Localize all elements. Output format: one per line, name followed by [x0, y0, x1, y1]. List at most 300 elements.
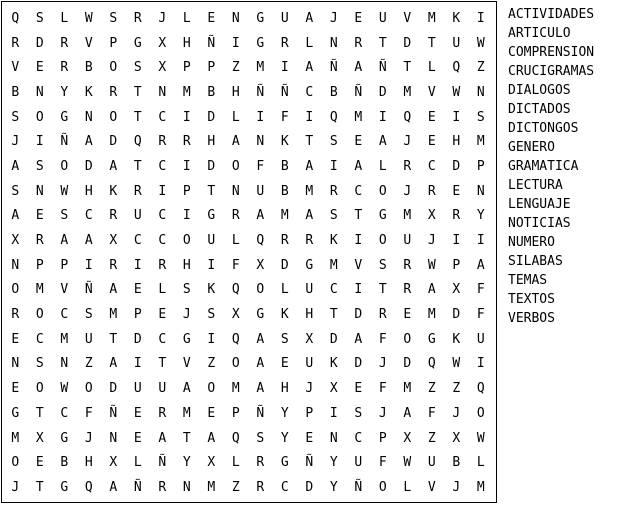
grid-cell[interactable]: F — [280, 109, 289, 125]
grid-cell[interactable]: K — [452, 331, 461, 347]
grid-cell[interactable]: L — [60, 10, 69, 26]
grid-cell[interactable]: W — [452, 356, 461, 372]
grid-cell[interactable]: J — [378, 356, 387, 372]
grid-cell[interactable]: G — [133, 35, 142, 51]
grid-cell[interactable]: A — [256, 356, 265, 372]
grid-cell[interactable]: C — [60, 405, 69, 421]
grid-cell[interactable]: U — [403, 233, 412, 249]
grid-cell[interactable]: Q — [11, 10, 20, 26]
grid-cell[interactable]: S — [378, 257, 387, 273]
grid-cell[interactable]: R — [35, 233, 44, 249]
grid-cell[interactable]: M — [182, 84, 191, 100]
grid-cell[interactable]: H — [207, 134, 216, 150]
grid-cell[interactable]: I — [452, 233, 461, 249]
grid-cell[interactable]: Ñ — [329, 60, 338, 76]
grid-cell[interactable]: E — [305, 430, 314, 446]
grid-cell[interactable]: T — [378, 35, 387, 51]
grid-cell[interactable]: C — [35, 331, 44, 347]
grid-cell[interactable]: S — [133, 60, 142, 76]
grid-cell[interactable]: Z — [452, 381, 461, 397]
grid-cell[interactable]: P — [60, 257, 69, 273]
grid-cell[interactable]: Q — [403, 109, 412, 125]
grid-cell[interactable]: S — [11, 183, 20, 199]
grid-cell[interactable]: O — [378, 479, 387, 495]
grid-cell[interactable]: J — [452, 479, 461, 495]
grid-cell[interactable]: O — [60, 158, 69, 174]
grid-cell[interactable]: A — [403, 405, 412, 421]
grid-cell[interactable]: G — [256, 307, 265, 323]
grid-cell[interactable]: T — [354, 208, 363, 224]
grid-cell[interactable]: H — [182, 257, 191, 273]
grid-cell[interactable]: I — [182, 208, 191, 224]
grid-cell[interactable]: S — [329, 134, 338, 150]
grid-cell[interactable]: U — [256, 183, 265, 199]
grid-cell[interactable]: A — [378, 134, 387, 150]
grid-cell[interactable]: G — [60, 430, 69, 446]
grid-cell[interactable]: D — [207, 158, 216, 174]
grid-cell[interactable]: O — [109, 109, 118, 125]
grid-cell[interactable]: X — [256, 257, 265, 273]
grid-cell[interactable]: M — [60, 331, 69, 347]
grid-cell[interactable]: Q — [231, 331, 240, 347]
grid-cell[interactable]: U — [427, 455, 436, 471]
grid-cell[interactable]: R — [427, 183, 436, 199]
grid-cell[interactable]: D — [403, 35, 412, 51]
grid-cell[interactable]: R — [158, 405, 167, 421]
grid-cell[interactable]: K — [280, 134, 289, 150]
grid-cell[interactable]: F — [378, 455, 387, 471]
grid-cell[interactable]: N — [182, 479, 191, 495]
grid-cell[interactable]: I — [476, 233, 485, 249]
grid-cell[interactable]: M — [427, 307, 436, 323]
grid-cell[interactable]: N — [60, 356, 69, 372]
grid-cell[interactable]: N — [476, 84, 485, 100]
grid-cell[interactable]: V — [403, 10, 412, 26]
grid-cell[interactable]: M — [403, 84, 412, 100]
grid-cell[interactable]: J — [305, 381, 314, 397]
grid-cell[interactable]: S — [280, 331, 289, 347]
grid-cell[interactable]: R — [256, 455, 265, 471]
grid-cell[interactable]: Ñ — [354, 479, 363, 495]
grid-cell[interactable]: M — [476, 479, 485, 495]
grid-cell[interactable]: S — [354, 405, 363, 421]
grid-cell[interactable]: I — [256, 109, 265, 125]
grid-cell[interactable]: Z — [231, 60, 240, 76]
grid-cell[interactable]: M — [11, 430, 20, 446]
grid-cell[interactable]: R — [109, 208, 118, 224]
grid-cell[interactable]: A — [305, 158, 314, 174]
grid-cell[interactable]: W — [60, 183, 69, 199]
grid-cell[interactable]: U — [133, 381, 142, 397]
grid-cell[interactable]: H — [305, 307, 314, 323]
grid-cell[interactable]: F — [476, 307, 485, 323]
grid-cell[interactable]: Q — [133, 134, 142, 150]
grid-cell[interactable]: E — [35, 60, 44, 76]
grid-cell[interactable]: C — [158, 331, 167, 347]
grid-cell[interactable]: A — [158, 430, 167, 446]
grid-cell[interactable]: I — [133, 356, 142, 372]
grid-cell[interactable]: F — [427, 405, 436, 421]
grid-cell[interactable]: O — [182, 233, 191, 249]
grid-cell[interactable]: I — [476, 356, 485, 372]
grid-cell[interactable]: N — [158, 84, 167, 100]
grid-cell[interactable]: Y — [280, 405, 289, 421]
grid-cell[interactable]: Q — [329, 109, 338, 125]
grid-cell[interactable]: S — [476, 109, 485, 125]
grid-cell[interactable]: D — [305, 479, 314, 495]
grid-cell[interactable]: U — [280, 10, 289, 26]
grid-cell[interactable]: D — [378, 84, 387, 100]
grid-cell[interactable]: Q — [231, 430, 240, 446]
grid-cell[interactable]: P — [305, 405, 314, 421]
grid-cell[interactable]: K — [84, 84, 93, 100]
grid-cell[interactable]: A — [207, 430, 216, 446]
grid-cell[interactable]: R — [133, 10, 142, 26]
grid-cell[interactable]: Y — [60, 84, 69, 100]
grid-cell[interactable]: N — [231, 10, 240, 26]
grid-cell[interactable]: C — [158, 158, 167, 174]
grid-cell[interactable]: S — [11, 109, 20, 125]
grid-cell[interactable]: O — [231, 158, 240, 174]
grid-cell[interactable]: W — [452, 84, 461, 100]
grid-cell[interactable]: J — [452, 405, 461, 421]
grid-cell[interactable]: L — [280, 282, 289, 298]
grid-cell[interactable]: M — [109, 307, 118, 323]
grid-cell[interactable]: R — [378, 307, 387, 323]
grid-cell[interactable]: C — [280, 479, 289, 495]
grid-cell[interactable]: B — [329, 84, 338, 100]
grid-cell[interactable]: T — [133, 158, 142, 174]
grid-cell[interactable]: I — [354, 233, 363, 249]
grid-cell[interactable]: P — [182, 60, 191, 76]
grid-cell[interactable]: R — [280, 35, 289, 51]
grid-cell[interactable]: V — [84, 35, 93, 51]
grid-cell[interactable]: A — [109, 356, 118, 372]
grid-cell[interactable]: E — [354, 134, 363, 150]
grid-cell[interactable]: P — [231, 405, 240, 421]
grid-cell[interactable]: B — [60, 455, 69, 471]
grid-cell[interactable]: D — [84, 158, 93, 174]
grid-cell[interactable]: S — [35, 356, 44, 372]
grid-cell[interactable]: X — [305, 331, 314, 347]
grid-cell[interactable]: K — [109, 183, 118, 199]
grid-cell[interactable]: V — [427, 84, 436, 100]
grid-cell[interactable]: A — [476, 257, 485, 273]
grid-cell[interactable]: Q — [427, 356, 436, 372]
grid-cell[interactable]: U — [378, 10, 387, 26]
grid-cell[interactable]: X — [329, 381, 338, 397]
grid-cell[interactable]: X — [35, 430, 44, 446]
grid-cell[interactable]: O — [35, 109, 44, 125]
grid-cell[interactable]: A — [60, 233, 69, 249]
grid-cell[interactable]: Z — [427, 381, 436, 397]
grid-cell[interactable]: X — [207, 455, 216, 471]
letter-grid[interactable] — [3, 6, 493, 500]
grid-cell[interactable]: V — [11, 60, 20, 76]
grid-cell[interactable]: I — [182, 109, 191, 125]
grid-cell[interactable]: X — [427, 208, 436, 224]
grid-cell[interactable]: B — [207, 84, 216, 100]
grid-cell[interactable]: T — [35, 479, 44, 495]
grid-cell[interactable]: H — [84, 183, 93, 199]
grid-cell[interactable]: F — [378, 381, 387, 397]
grid-cell[interactable]: I — [354, 282, 363, 298]
grid-cell[interactable]: I — [378, 109, 387, 125]
grid-cell[interactable]: E — [35, 455, 44, 471]
grid-cell[interactable]: T — [133, 109, 142, 125]
grid-cell[interactable]: A — [354, 158, 363, 174]
grid-cell[interactable]: A — [256, 331, 265, 347]
grid-cell[interactable]: A — [11, 208, 20, 224]
grid-cell[interactable]: J — [11, 134, 20, 150]
grid-cell[interactable]: U — [354, 455, 363, 471]
grid-cell[interactable]: B — [84, 60, 93, 76]
grid-cell[interactable]: I — [452, 109, 461, 125]
grid-cell[interactable]: E — [354, 10, 363, 26]
grid-cell[interactable]: R — [158, 257, 167, 273]
grid-cell[interactable]: K — [280, 307, 289, 323]
grid-cell[interactable]: Y — [329, 455, 338, 471]
grid-cell[interactable]: O — [11, 282, 20, 298]
grid-cell[interactable]: H — [280, 381, 289, 397]
grid-cell[interactable]: W — [60, 381, 69, 397]
grid-cell[interactable]: D — [452, 158, 461, 174]
grid-cell[interactable]: R — [256, 479, 265, 495]
grid-cell[interactable]: E — [11, 331, 20, 347]
grid-cell[interactable]: E — [158, 307, 167, 323]
grid-cell[interactable]: I — [84, 257, 93, 273]
grid-cell[interactable]: C — [305, 84, 314, 100]
grid-cell[interactable]: B — [11, 84, 20, 100]
grid-cell[interactable]: M — [427, 10, 436, 26]
grid-cell[interactable]: E — [133, 430, 142, 446]
grid-cell[interactable]: E — [452, 183, 461, 199]
grid-cell[interactable]: Ñ — [133, 479, 142, 495]
grid-cell[interactable]: N — [35, 183, 44, 199]
grid-cell[interactable]: Y — [280, 430, 289, 446]
grid-cell[interactable]: A — [231, 134, 240, 150]
grid-cell[interactable]: E — [280, 356, 289, 372]
grid-cell[interactable]: O — [109, 60, 118, 76]
grid-cell[interactable]: Z — [84, 356, 93, 372]
grid-cell[interactable]: U — [305, 356, 314, 372]
grid-cell[interactable]: E — [207, 10, 216, 26]
grid-cell[interactable]: M — [35, 282, 44, 298]
grid-cell[interactable]: A — [305, 60, 314, 76]
grid-cell[interactable]: N — [11, 257, 20, 273]
grid-cell[interactable]: Ñ — [305, 455, 314, 471]
grid-cell[interactable]: J — [182, 307, 191, 323]
grid-cell[interactable]: M — [256, 60, 265, 76]
grid-cell[interactable]: I — [35, 134, 44, 150]
grid-cell[interactable]: Ñ — [60, 134, 69, 150]
grid-cell[interactable]: O — [231, 356, 240, 372]
grid-cell[interactable]: R — [11, 307, 20, 323]
grid-cell[interactable]: T — [378, 282, 387, 298]
grid-cell[interactable]: G — [256, 10, 265, 26]
grid-cell[interactable]: I — [207, 331, 216, 347]
grid-cell[interactable]: T — [427, 35, 436, 51]
grid-cell[interactable]: I — [305, 109, 314, 125]
grid-cell[interactable]: A — [354, 60, 363, 76]
grid-cell[interactable]: Q — [452, 60, 461, 76]
grid-cell[interactable]: X — [11, 233, 20, 249]
grid-cell[interactable]: R — [182, 134, 191, 150]
grid-cell[interactable]: I — [231, 35, 240, 51]
grid-cell[interactable]: O — [35, 381, 44, 397]
grid-cell[interactable]: M — [305, 183, 314, 199]
grid-cell[interactable]: D — [35, 35, 44, 51]
grid-cell[interactable]: W — [403, 455, 412, 471]
grid-cell[interactable]: Ñ — [84, 282, 93, 298]
grid-cell[interactable]: F — [84, 405, 93, 421]
grid-cell[interactable]: X — [452, 282, 461, 298]
grid-cell[interactable]: P — [182, 183, 191, 199]
grid-cell[interactable]: D — [207, 109, 216, 125]
grid-cell[interactable]: X — [109, 455, 118, 471]
grid-cell[interactable]: N — [35, 84, 44, 100]
grid-cell[interactable]: M — [280, 208, 289, 224]
grid-cell[interactable]: L — [427, 60, 436, 76]
grid-cell[interactable]: J — [378, 405, 387, 421]
grid-cell[interactable]: D — [403, 356, 412, 372]
grid-cell[interactable]: H — [182, 35, 191, 51]
grid-cell[interactable]: N — [84, 109, 93, 125]
grid-cell[interactable]: C — [60, 307, 69, 323]
grid-cell[interactable]: Q — [84, 479, 93, 495]
grid-cell[interactable]: G — [305, 257, 314, 273]
grid-cell[interactable]: V — [60, 282, 69, 298]
grid-cell[interactable]: D — [329, 331, 338, 347]
grid-cell[interactable]: Y — [329, 479, 338, 495]
grid-cell[interactable]: E — [427, 109, 436, 125]
grid-cell[interactable]: U — [476, 331, 485, 347]
grid-cell[interactable]: C — [158, 109, 167, 125]
grid-cell[interactable]: V — [427, 479, 436, 495]
grid-cell[interactable]: Z — [231, 479, 240, 495]
grid-cell[interactable]: E — [207, 405, 216, 421]
grid-cell[interactable]: R — [158, 479, 167, 495]
grid-cell[interactable]: G — [182, 331, 191, 347]
grid-cell[interactable]: W — [84, 10, 93, 26]
grid-cell[interactable]: L — [231, 233, 240, 249]
grid-cell[interactable]: C — [427, 158, 436, 174]
grid-cell[interactable]: O — [256, 282, 265, 298]
grid-cell[interactable]: D — [452, 307, 461, 323]
grid-cell[interactable]: S — [84, 307, 93, 323]
grid-cell[interactable]: G — [280, 455, 289, 471]
grid-cell[interactable]: E — [354, 381, 363, 397]
grid-cell[interactable]: N — [11, 356, 20, 372]
grid-cell[interactable]: I — [182, 158, 191, 174]
grid-cell[interactable]: Q — [256, 233, 265, 249]
grid-cell[interactable]: E — [133, 282, 142, 298]
grid-cell[interactable]: W — [476, 35, 485, 51]
grid-cell[interactable]: R — [60, 35, 69, 51]
grid-cell[interactable]: G — [60, 479, 69, 495]
grid-cell[interactable]: G — [378, 208, 387, 224]
grid-cell[interactable]: P — [109, 35, 118, 51]
grid-cell[interactable]: A — [256, 208, 265, 224]
grid-cell[interactable]: Z — [207, 356, 216, 372]
grid-cell[interactable]: Y — [476, 208, 485, 224]
grid-cell[interactable]: T — [35, 405, 44, 421]
grid-cell[interactable]: V — [354, 257, 363, 273]
grid-cell[interactable]: Q — [231, 282, 240, 298]
grid-cell[interactable]: M — [231, 381, 240, 397]
grid-cell[interactable]: I — [329, 158, 338, 174]
grid-cell[interactable]: L — [182, 10, 191, 26]
grid-cell[interactable]: R — [109, 257, 118, 273]
grid-cell[interactable]: O — [403, 331, 412, 347]
grid-cell[interactable]: H — [84, 455, 93, 471]
grid-cell[interactable]: R — [231, 208, 240, 224]
grid-cell[interactable]: G — [427, 331, 436, 347]
grid-cell[interactable]: G — [256, 35, 265, 51]
grid-cell[interactable]: U — [158, 381, 167, 397]
grid-cell[interactable]: S — [182, 282, 191, 298]
grid-cell[interactable]: J — [84, 430, 93, 446]
grid-cell[interactable]: F — [256, 158, 265, 174]
grid-cell[interactable]: R — [403, 257, 412, 273]
grid-cell[interactable]: G — [207, 208, 216, 224]
grid-cell[interactable]: M — [403, 208, 412, 224]
grid-cell[interactable]: Ñ — [280, 84, 289, 100]
grid-cell[interactable]: I — [329, 405, 338, 421]
grid-cell[interactable]: X — [452, 430, 461, 446]
grid-cell[interactable]: K — [452, 10, 461, 26]
grid-cell[interactable]: N — [476, 183, 485, 199]
grid-cell[interactable]: N — [256, 134, 265, 150]
grid-cell[interactable]: B — [452, 455, 461, 471]
grid-cell[interactable]: G — [11, 405, 20, 421]
grid-cell[interactable]: E — [11, 381, 20, 397]
grid-cell[interactable]: D — [109, 134, 118, 150]
grid-cell[interactable]: O — [35, 307, 44, 323]
grid-cell[interactable]: Q — [476, 381, 485, 397]
grid-cell[interactable]: C — [329, 282, 338, 298]
grid-cell[interactable]: L — [476, 455, 485, 471]
grid-cell[interactable]: R — [354, 35, 363, 51]
grid-cell[interactable]: R — [403, 158, 412, 174]
grid-cell[interactable]: A — [109, 479, 118, 495]
grid-cell[interactable]: D — [354, 356, 363, 372]
grid-cell[interactable]: X — [158, 35, 167, 51]
grid-cell[interactable]: J — [403, 134, 412, 150]
grid-cell[interactable]: L — [231, 109, 240, 125]
grid-cell[interactable]: J — [158, 10, 167, 26]
grid-cell[interactable]: R — [329, 183, 338, 199]
grid-cell[interactable]: T — [305, 134, 314, 150]
grid-cell[interactable]: B — [280, 183, 289, 199]
grid-cell[interactable]: E — [403, 307, 412, 323]
grid-cell[interactable]: K — [207, 282, 216, 298]
grid-cell[interactable]: K — [329, 233, 338, 249]
grid-cell[interactable]: R — [60, 60, 69, 76]
grid-cell[interactable]: W — [427, 257, 436, 273]
grid-cell[interactable]: T — [207, 183, 216, 199]
grid-cell[interactable]: B — [280, 158, 289, 174]
grid-cell[interactable]: T — [109, 331, 118, 347]
grid-cell[interactable]: A — [305, 208, 314, 224]
grid-cell[interactable]: W — [476, 430, 485, 446]
grid-cell[interactable]: T — [158, 356, 167, 372]
grid-cell[interactable]: A — [109, 282, 118, 298]
grid-cell[interactable]: Ñ — [256, 405, 265, 421]
grid-cell[interactable]: M — [403, 381, 412, 397]
grid-cell[interactable]: J — [427, 233, 436, 249]
grid-cell[interactable]: F — [476, 282, 485, 298]
